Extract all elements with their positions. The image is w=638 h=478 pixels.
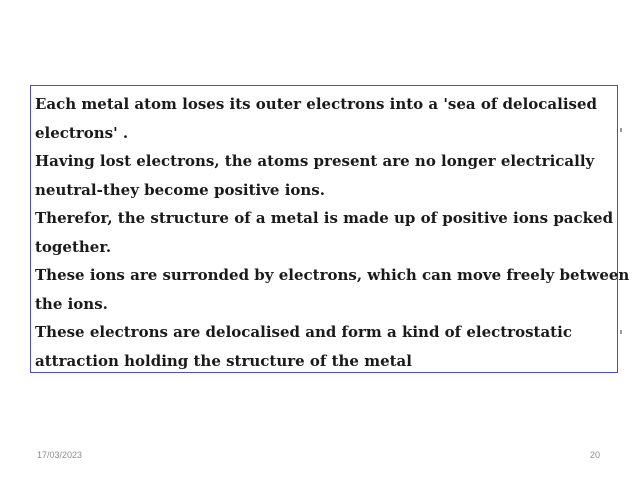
text-line-7: These ions are surronded by electrons, which can move freely between: [35, 266, 630, 284]
footer-date: 17/03/2023: [37, 450, 83, 460]
text-line-1: Each metal atom loses its outer electrons into a 'sea of delocalised: [35, 95, 597, 113]
text-line-3: Having lost electrons, the atoms present are no longer electrically: [35, 152, 595, 170]
text-line-10: attraction holding the structure of the metal: [35, 351, 412, 370]
text-box: [30, 85, 630, 373]
text-line-9: These electrons are delocalised and form a kind of electrostatic: [35, 323, 572, 341]
text-line-6: together.: [35, 237, 112, 256]
text-line-5: Therefor, the structure of a metal is made up of positive ions packed: [35, 209, 614, 227]
text-line-2: electrons' .: [35, 123, 129, 142]
text-line-4: neutral-they become positive ions.: [35, 180, 325, 199]
resize-handle-bottom: [620, 330, 622, 334]
page-number: 20: [590, 450, 601, 460]
text-line-8: the ions.: [35, 294, 108, 313]
resize-handle-top: [620, 128, 622, 132]
